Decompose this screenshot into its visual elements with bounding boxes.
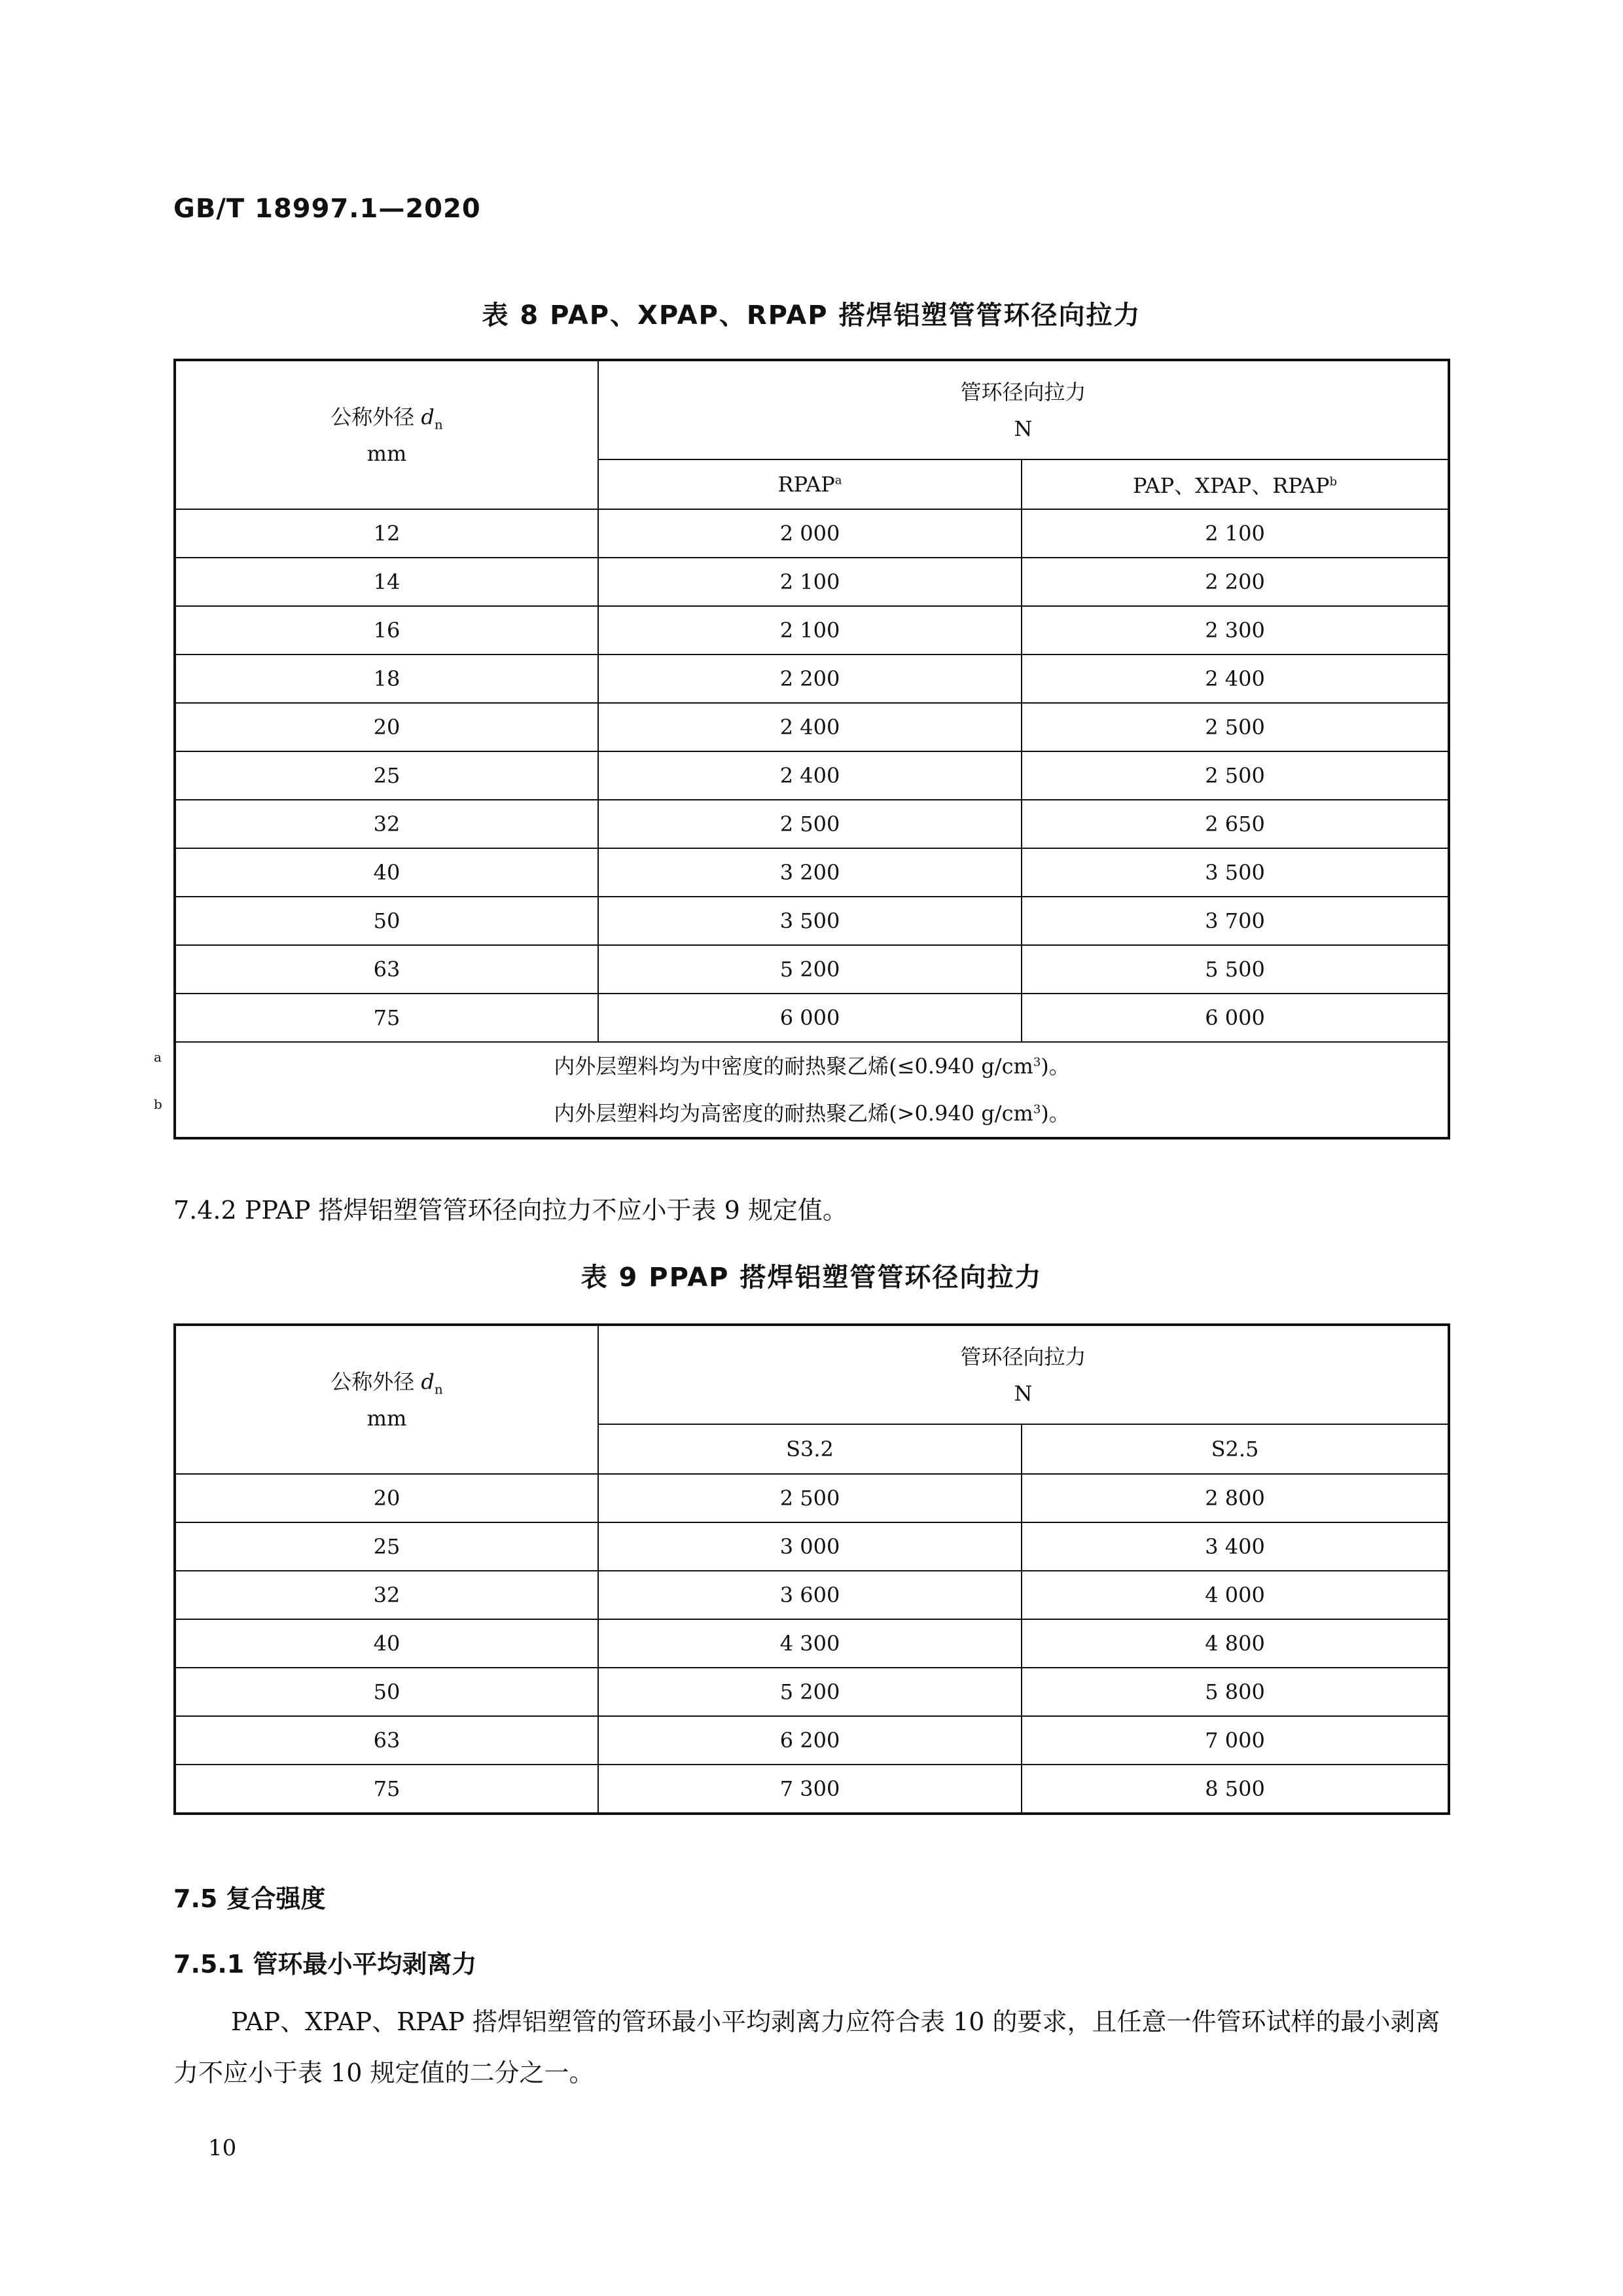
table-row: 75 6 000 6 000 (175, 994, 1449, 1042)
table-row: 20 2 500 2 800 (175, 1474, 1449, 1522)
table-row: 50 3 500 3 700 (175, 897, 1449, 945)
standard-number: GB/T 18997.1—2020 (173, 194, 481, 224)
table-row: 50 5 200 5 800 (175, 1668, 1449, 1716)
section-7-5-1-heading: 7.5.1 管环最小平均剥离力 (173, 1950, 477, 1979)
table-row: 63 6 200 7 000 (175, 1716, 1449, 1765)
table8-group-header (598, 360, 1449, 459)
table9 (173, 1323, 1450, 1815)
footnote-mark-a: a (834, 473, 842, 488)
table8-notes (175, 1042, 1449, 1138)
col1-label: 公称外径 (330, 404, 415, 429)
footnote-mark-b: b (1329, 475, 1338, 489)
table-row: 40 3 200 3 500 (175, 848, 1449, 897)
table9-subheader-a: S3.2 (598, 1424, 1022, 1474)
group-unit: N (1014, 416, 1033, 441)
clause-7-5-1-body: PAP、XPAP、RPAP 搭焊铝塑管的管环最小平均剥离力应符合表 10 的要求，且任意一件管环试样的最小剥离力不应小于表 10 规定值的二分之一。 (173, 2007, 1440, 2087)
table-row: 16 2 100 2 300 (175, 606, 1449, 655)
table-row: 12 2 000 2 100 (175, 509, 1449, 558)
col1-sub: n (434, 416, 443, 432)
table-row: 32 3 600 4 000 (175, 1571, 1449, 1619)
col1-var: d (421, 1369, 435, 1394)
table8-col1-header (175, 360, 598, 509)
table8 (154, 359, 1450, 1139)
col1-label: 公称外径 (330, 1369, 415, 1394)
table-row: 14 2 100 2 200 (175, 558, 1449, 606)
section-7-5-heading: 7.5 复合强度 (173, 1884, 326, 1913)
group-label: 管环径向拉力 (960, 379, 1086, 404)
table9-subheader-b: S2.5 (1022, 1424, 1449, 1474)
table-row: 32 2 500 2 650 (175, 800, 1449, 848)
col1-unit: mm (366, 1405, 407, 1431)
table9-group-header (598, 1325, 1449, 1424)
clause-7-4-2: 7.4.2 PPAP 搭焊铝塑管管环径向拉力不应小于表 9 规定值。 (173, 1196, 847, 1225)
col1-unit: mm (366, 440, 407, 466)
table9-caption: 表 9 PPAP 搭焊铝塑管管环径向拉力 (580, 1263, 1043, 1293)
footnote-b: b 内外层塑料均为高密度的耐热聚乙烯(>0.940 $g/cm^3$)。 (154, 1096, 1070, 1126)
group-unit: N (1014, 1380, 1033, 1406)
table-row: 18 2 200 2 400 (175, 655, 1449, 703)
table8-caption: 表 8 PAP、XPAP、RPAP 搭焊铝塑管管环径向拉力 (482, 300, 1141, 331)
table8-subheader-b: PAP、XPAP、RPAP$^b$ (1022, 459, 1449, 509)
page-number: 10 (208, 2135, 237, 2161)
table-row: 75 7 300 8 500 (175, 1765, 1449, 1814)
table-row: 25 2 400 2 500 (175, 751, 1449, 800)
table9-col1-header (175, 1325, 598, 1474)
table-row: 25 3 000 3 400 (175, 1522, 1449, 1571)
footnote-a: a 内外层塑料均为中密度的耐热聚乙烯(≤0.940 $g/cm^3$)。 (154, 1049, 1070, 1079)
col1-var: d (421, 404, 435, 429)
table8-subheader-a: RPAP$^a$ (598, 459, 1022, 509)
table-row: 40 4 300 4 800 (175, 1619, 1449, 1668)
table-row: 63 5 200 5 500 (175, 945, 1449, 994)
col1-sub: n (434, 1380, 443, 1397)
group-label: 管环径向拉力 (960, 1344, 1086, 1369)
table-row: 20 2 400 2 500 (175, 703, 1449, 751)
